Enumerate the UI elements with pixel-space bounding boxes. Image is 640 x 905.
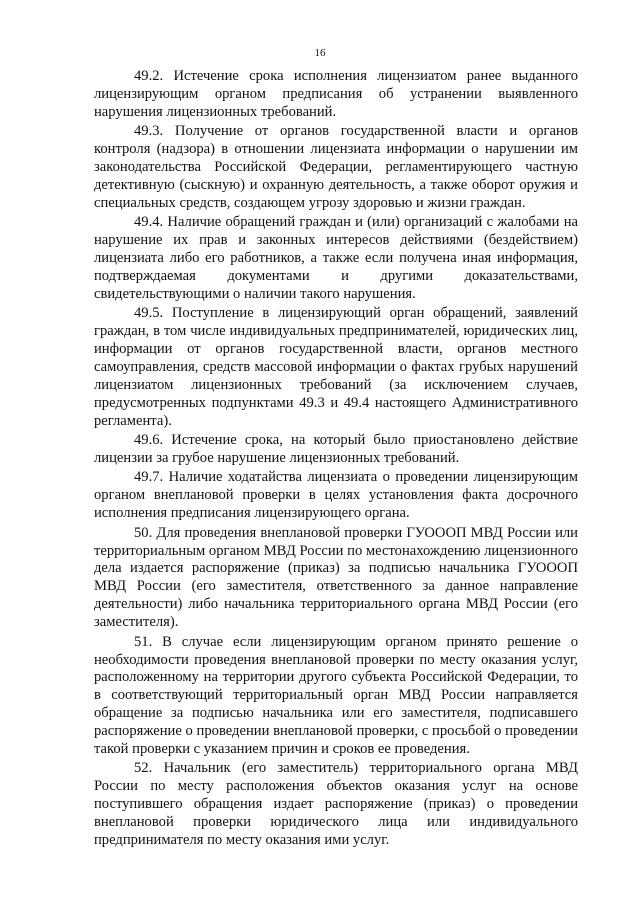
paragraph-49-6: 49.6. Истечение срока, на который было приостановлено действие лицензии за грубое нарушение лицензионных требований. xyxy=(94,432,578,467)
paragraph-49-3: 49.3. Получение от органов государственной власти и органов контроля (надзора) в отношении лицензиата информации о нарушении им законодательства Российской Федерации, регламентирующего частную детективную (сыскную) и охранную деятельность, а также оборот оружия и специальных средств, создающем угрозу здоровью и жизни граждан. xyxy=(94,123,578,211)
paragraph-50: 50. Для проведения внеплановой проверки ГУОООП МВД России или территориальным органом МВД России по местонахождению лицензионного дела издается распоряжение (приказ) за подписью начальника ГУОООП МВД России (его заместителя, ответственного за данное направление деятельности) либо начальника территориального органа МВД России (его заместителя). xyxy=(94,524,578,631)
document-body xyxy=(94,68,578,851)
paragraph-49-7: 49.7. Наличие ходатайства лицензиата о проведении лицензирующим органом внеплановой проверки в целях установления факта досрочного исполнения предписания лицензирующего органа. xyxy=(94,469,578,522)
paragraph-52: 52. Начальник (его заместитель) территориального органа МВД России по месту расположения объектов оказания услуг на основе поступившего обращения издает распоряжение (приказ) о проведении внеплановой проверки юридического лица или индивидуального предпринимателя по месту оказания ими услуг. xyxy=(94,760,578,849)
paragraph-49-5: 49.5. Поступление в лицензирующий орган обращений, заявлений граждан, в том числе индивидуальных предпринимателей, юридических лиц, информации от органов государственной власти, органов местного самоуправления, средств массовой информации о фактах грубых нарушений лицензиатом лицензионных требований (за исключением случаев, предусмотренных подпунктами 49.3 и 49.4 настоящего Административного регламента). xyxy=(94,305,578,429)
page-number: 16 xyxy=(314,47,326,59)
paragraph-49-2: 49.2. Истечение срока исполнения лицензиатом ранее выданного лицензирующим органом предписания об устранении выявленного нарушения лицензионных требований. xyxy=(94,68,578,120)
paragraph-49-4: 49.4. Наличие обращений граждан и (или) организаций с жалобами на нарушение их прав и законных интересов действиями (бездействием) лицензиата либо его работников, а также если получена иная информация, подтверждаемая документами и другими доказательствами, свидетельствующими о наличии такого нарушения. xyxy=(94,214,578,302)
paragraph-51: 51. В случае если лицензирующим органом принято решение о необходимости проведения внеплановой проверки по месту оказания услуг, расположенному на территории другого субъекта Российской Федерации, то в соответствующий территориальный орган МВД России направляется обращение за подписью начальника или его заместителя, подписавшего распоряжение о проведении внеплановой проверки, с просьбой о проведении такой проверки с указанием причин и сроков ее проведения. xyxy=(94,633,578,758)
